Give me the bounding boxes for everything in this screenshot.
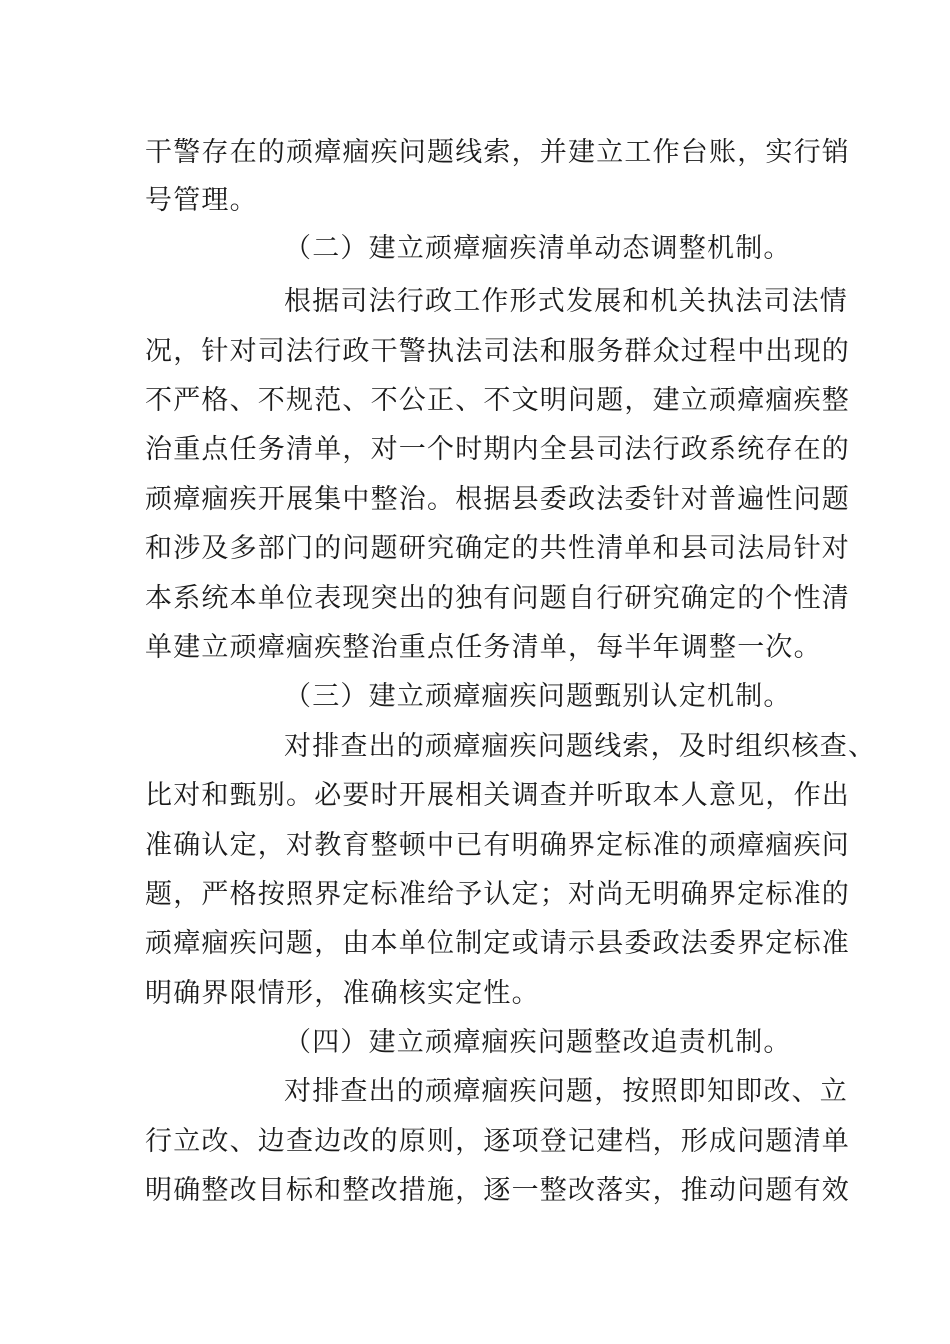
body-line: 明确界限情形，准确核实定性。 bbox=[145, 978, 540, 1009]
body-line: 行立改、边查边改的原则，逐项登记建档，形成问题清单 bbox=[145, 1126, 850, 1157]
paragraph-first-line: 对排查出的顽瘴痼疾问题，按照即知即改、立 bbox=[284, 1076, 848, 1107]
body-line: 干警存在的顽瘴痼疾问题线索，并建立工作台账，实行销 bbox=[145, 137, 850, 168]
section-heading: （二）建立顽瘴痼疾清单动态调整机制。 bbox=[284, 233, 792, 264]
section-heading: （三）建立顽瘴痼疾问题甄别认定机制。 bbox=[284, 681, 792, 712]
body-line: 准确认定，对教育整顿中已有明确界定标准的顽瘴痼疾问 bbox=[145, 830, 850, 861]
body-line: 号管理。 bbox=[145, 185, 258, 216]
paragraph-first-line: 对排查出的顽瘴痼疾问题线索，及时组织核查、 bbox=[284, 731, 877, 762]
paragraph-first-line: 根据司法行政工作形式发展和机关执法司法情 bbox=[284, 286, 848, 317]
body-line: 比对和甄别。必要时开展相关调查并听取本人意见，作出 bbox=[145, 780, 850, 811]
body-line: 顽瘴痼疾开展集中整治。根据县委政法委针对普遍性问题 bbox=[145, 484, 850, 515]
body-line: 题，严格按照界定标准给予认定；对尚无明确界定标准的 bbox=[145, 879, 850, 910]
body-line: 和涉及多部门的问题研究确定的共性清单和县司法局针对 bbox=[145, 533, 850, 564]
body-line: 治重点任务清单，对一个时期内全县司法行政系统存在的 bbox=[145, 434, 850, 465]
body-line: 本系统本单位表现突出的独有问题自行研究确定的个性清 bbox=[145, 583, 850, 614]
body-line: 单建立顽瘴痼疾整治重点任务清单，每半年调整一次。 bbox=[145, 632, 822, 663]
body-line: 明确整改目标和整改措施，逐一整改落实，推动问题有效 bbox=[145, 1175, 850, 1206]
body-line: 况，针对司法行政干警执法司法和服务群众过程中出现的 bbox=[145, 336, 850, 367]
body-line: 不严格、不规范、不公正、不文明问题，建立顽瘴痼疾整 bbox=[145, 385, 850, 416]
section-heading: （四）建立顽瘴痼疾问题整改追责机制。 bbox=[284, 1027, 792, 1058]
body-line: 顽瘴痼疾问题，由本单位制定或请示县委政法委界定标准 bbox=[145, 928, 850, 959]
